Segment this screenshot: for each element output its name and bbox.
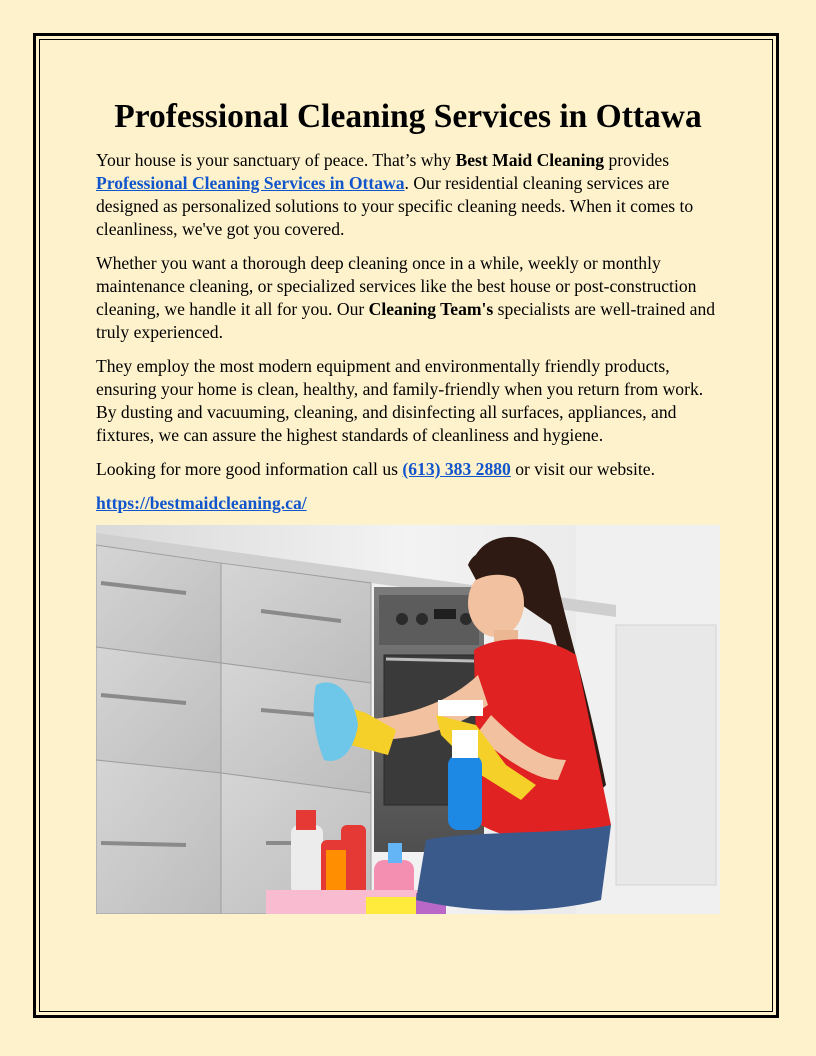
intro-text-1: Your house is your sanctuary of peace. That’s why [96, 150, 456, 170]
phone-link[interactable]: (613) 383 2880 [402, 459, 511, 479]
services-paragraph [96, 252, 720, 344]
team-name: Cleaning Team's [368, 299, 494, 319]
contact-text-1: Looking for more good information call us [96, 459, 403, 479]
cleaning-photo [96, 525, 720, 914]
intro-paragraph [96, 149, 720, 241]
services-text-2: specialists are well-trained and truly experienced. [96, 299, 716, 342]
website-link[interactable]: https://bestmaidcleaning.ca/ [96, 493, 307, 513]
company-name: Best Maid Cleaning [455, 150, 605, 170]
website-line [96, 492, 720, 515]
page-title: Professional Cleaning Services in Ottawa [114, 98, 702, 135]
intro-text-3: . Our residential cleaning services are designed as personalized solutions to your specific cleaning needs. When it comes to cleanliness, we've got you covered. [96, 173, 694, 239]
intro-text-2: provides [604, 150, 670, 170]
contact-paragraph [96, 458, 720, 481]
document-body [96, 94, 720, 914]
services-text-1: Whether you want a thorough deep cleaning once in a while, weekly or monthly maintenance cleaning, or specialized services like the best house or post-construction cleaning, we handle it all for you. Our [96, 253, 697, 319]
equipment-paragraph: They employ the most modern equipment and environmentally friendly products, ensuring your home is clean, healthy, and family-friendly when you return from work. By dusting and vacuuming, cleaning, and disinfecting all surfaces, appliances, and fixtures, we can assure the highest standards of cleanliness and hygiene. [96, 356, 704, 445]
services-link[interactable]: Professional Cleaning Services in Ottawa [96, 173, 405, 193]
contact-text-2: or visit our website. [510, 459, 656, 479]
